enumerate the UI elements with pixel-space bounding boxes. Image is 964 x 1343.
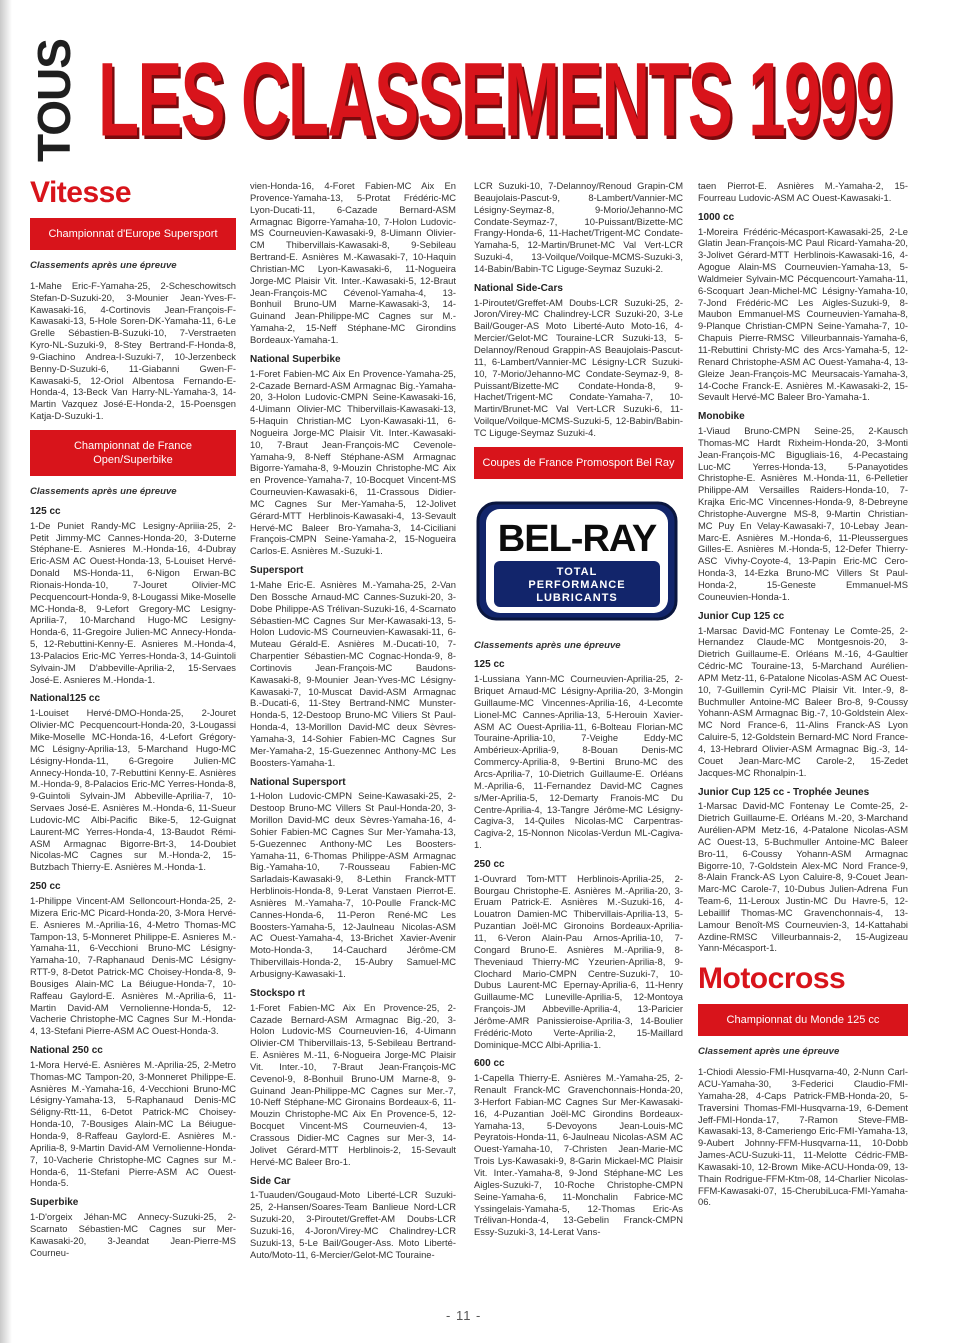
- page-header: [28, 39, 958, 162]
- results-note: Classement après une épreuve: [698, 1046, 840, 1058]
- results-text: 1-Philippe Vincent-AM Selloncourt-Honda-25, 2-Mizera Eric-MC Picard-Honda-20, 3-Mora Hervé-E. Asnieres M.-Aprilia-16, 4-Metro Thomas-MC Tampon-13, 5-Monneret Philippe-E. Asnieres M.-Yamaha-11, 6-Vecchioni Bruno-MC Lésigny-Yamaha-10, 7-Raphanaud Denis-MC Lésigny-RTT-9, 8-Detot Patrick-MC Choisey-Honda-8, 9-Bousiges Alain-MC La Béiugue-Honda-7, 10-Raffeau Gaylord-E. Asnières M.-Aprilia-6, 11-Martin David-AM Vernolienne-Honda-5, 12-Vacherie Christophe-MC Cagnes Sur M.-Honda-4, 13-Stefani Pierre-ASM AC Ouest-Honda-3.: [30, 894, 236, 1037]
- column-1: [30, 176, 236, 1266]
- category-heading: Superbike: [30, 1197, 79, 1209]
- category-heading: National Supersport: [250, 776, 346, 788]
- side-label-text: TOUS: [28, 39, 80, 162]
- results-note: Classements après une épreuve: [474, 639, 621, 651]
- results-text: 1-Foret Fabien-MC Aix En Provence-25, 2-Cazade Bernard-ASM Armagnac Big.-20, 3-Holon Ludovic-MS Courneuvien-16, 4-Uimann Olivier-CM Thibervillais-13, 5-Sebileau Bertrand-E. Asnières M.-11, 6-Nogueira Jorge-MC Plaisir Vit. Inter.-10, 7-Braut Jean-François-MC Cevenol-9, 8-Bonhuil Bruno-UM Marne-8, 9-Guinand Jean-Philippe-MC Cagnes sur Mer.-7, 10-Neff Stéphane-MC Gironains Bordeaux-6, 11-Mouzin Christophe-MC Aix En Provence-5, 12-Bocquet Vincent-MS Courneuvien-4, 13-Crassous Didier-MC Cagnes sur Mer-3, 14-Jolivet Gérard-MTT Herblinois-2, 15-Sevault Hervé-MC Baleer Bro-1.: [250, 1001, 456, 1167]
- category-heading: 125 cc: [474, 659, 505, 671]
- category-heading: 250 cc: [30, 881, 61, 893]
- results-text: 1-Ouvrard Tom-MTT Herblinois-Aprilia-25, 2-Bourgau Christophe-E. Asnières M.-Aprilia-20, 3-Eruam Patrick-E. Asnières M.-Suzuki-16, 4-Louatron Damien-MC Thibervillais-Aprilia-13, 5-Puzantian Joël-MC Gironoins Bordeaux-Aprilia-11, 6-Veron Alain-Pau Arnos-Aprilia-10, 7-Congard Bruno-E. Asnières M.-Aprilia-9, 8-Theveniaud Thierry-MC Yzeurien-Aprilia-8, 9-Clochard Mario-CMPN Centre-Suzuki-7, 10-Dubus Laurent-MC Epernay-Aprilia-6, 11-Henry Guillaume-MC Luneville-Aprilia-5, 12-Montoya François-JM Abbeville-Aprilia-4, 13-Paricier Jérôme-AMR Panissieroise-Aprilia-3, 14-Boulier Frédéric-Moto Verte-Aprilia-2, 15-Maillard Dominique-MCC Albi-Aprilia-1.: [474, 872, 683, 1050]
- category-heading: Monobike: [698, 411, 745, 423]
- category-heading: 125 cc: [30, 505, 61, 517]
- results-text: 1-Marsac David-MC Fontenay Le Comte-25, 2-Hernandez Claude-MC Montgesnois-20, 3-Dietrich Guillaume-E. Orléans M.-16, 4-Gaultier Cédric-MC Touraine-13, 5-Marchand Aurélien-APM Metz-11, 6-Patalone Nicolas-ASM AC Ouest-10, 7-Guillemin Cyril-MC Plaisir Vit. Inter.-9, 8-Buchmuller Antoine-MC Baleer Bro-8, 9-Coussy Yohann-ASM Armagnac Big.-7, 10-Goldstein Alex-MC Nord France-6, 11-Alins Franck-AS Lyon Caluire-5, 12-Goldstein Bernard-MC Nord France-4, 13-Hebrard Olivier-ASM Armagnac Big.-3, 14-Couet Jean-Marc-MC Carole-2, 15-Zedet Jacques-MC Rhonalpin-1.: [698, 624, 908, 778]
- page-number: - 11 -: [446, 1308, 482, 1323]
- bel-ray-logo-line2: PERFORMANCE: [528, 578, 626, 591]
- results-text: 1-Mora Hervé-E. Asnières M.-Aprilia-25, 2-Metro Thomas-MC Tampon-20, 3-Monneret Philippe-E. Asnières M.-Yamaha-16, 4-Vecchioni Bruno-MC Lésigny-Yamaha-13, 5-Raphanaud Denis-MC Séligny-Rtt-11, 6-Detot Patrick-MC Choisey-Honda-10, 7-Bousiges Alain-MC La Béiugue-Honda-9, 8-Raffeau Gaylord-E. Asnières M.-Aprilia-8, 9-Martin David-AM Vernolienne-Honda-7, 10-Vacherie Christophe-MC Cagnes sur M.-Honda-6, 11-Stefani Pierre-ASM AC Ouest-Honda-5.: [30, 1058, 236, 1189]
- results-text: 1-Moreira Frédéric-Mécasport-Kawasaki-25, 2-Le Glatin Jean-François-MC Paul Ricard-Yamaha-20, 3-Jolivet Gérard-MTT Herblinois-Kawasaki-16, 4-Agogue Alain-MS Courneuvien-Yamaha-13, 5-Waldmeier Sylvain-MC Pécquencourt-Yamaha-11, 6-Scoquart Jean-Michel-MC Lésigny-Yamaha-10, 7-Jond Frédéric-MC Les Aigles-Suzuki-9, 8-Maubon Emmanuel-MS Courneuvien-Yamaha-8, 9-Planque Christian-CMPN Seine-Yamaha-7, 10-Chapuis Pierre-RMSC Villeurbannais-Yamaha-6, 11-Rebuttini Christy-MC des Arcs-Yamaha-5, 12-Renard Christophe-ASM AC Ouest-Yamaha-4, 13-Gleize Jean-François-MC Meursacais-Yamaha-3, 14-Coche Franck-E. Asnières M.-Kawasaki-2, 15-Sevault Hervé-MC Baleer Bro-Yamaha-1.: [698, 225, 908, 403]
- page-title: LES CLASSEMENTS 1999: [98, 40, 892, 158]
- category-heading: National 250 cc: [30, 1045, 103, 1057]
- banner-europe-supersport: Championnat d'Europe Supersport: [30, 218, 236, 250]
- results-text: 1-Marsac David-MC Fontenay Le Comte-25, 2-Dietrich Guillaume-E. Orléans M.-20, 3-Marchand Aurélien-APM Metz-16, 4-Patalone Nicolas-ASM AC Ouest-13, 5-Buchmuller Antoine-MC Baleer Bro-11, 6-Coussy Yohann-ASM Armagnac Bigorre-10, 7-Goldstein Alex-MC Nord France-9, 8-Alain Franck-AS Lyon Caluire-8, 9-Couet Jean-Marc-MC Carole-7, 10-Dubus Julien-Adrena Fun Team-6, 11-Leroux Justin-MC Du Havre-5, 12-Lebaillif Thomas-MC Gravenchonnais-4, 13-Lamour Benoît-MS Courneuvien-3, 14-Kattahabi Azdine-RMSC Villeurbannais-2, 15-Augizeau Yann-Mécasport-1.: [698, 800, 908, 954]
- results-text: 1-Tuauden/Gougaud-Moto Liberté-LCR Suzuki-25, 2-Hansen/Soares-Team Banlieue Nord-LCR Suzuki-20, 3-Piroutet/Greffet-AM Doubs-LCR Suzuki-16, 4-Joron/Virey-MC Chalindrey-LCR Suzuki-13, 5-Le Bail/Gouger-Ass. Moto Liberté-Auto/Moto-11, 6-Mercier/Gelot-MC Touraine-: [250, 1189, 456, 1260]
- results-text: 1-Viaud Bruno-CMPN Seine-25, 2-Kausch Thomas-MC Hardt Rixheim-Honda-20, 3-Monti Jean-François-MC Bigugliais-16, 4-Pecastaing Luc-MC Yerres-Honda-13, 5-Panayotides Christophe-E. Asnières M.-Honda-11, 6-Pelletier Philippe-AM Versailles Raiders-Honda-10, 7-Krajka Eric-MC Vincennes-Honda-9, 8-Debreyne Christophe-Auvergne MS-8, 9-Martin Christian-MC Puy En Velay-Kawasaki-7, 10-Lebay Jean-Marc-E. Asnières M.-Honda-6, 11-Pleussergues Gilles-E. Asnières M.-Honda-5, 12-Defer Thierry-ASC Vivhy-Coyote-4, 13-Papin Eric-MC Cero-Honda-3, 14-Ezka Bruno-MC Villers St Paul-Honda-2, 15-Geneste Emmanuel-MS Couneuvien-Honda-1.: [698, 425, 908, 602]
- results-text: 1-Mahe Eric-E. Asnières M.-Yamaha-25, 2-Van Den Bossche Arnaud-MC Cannes-Suzuki-20, 3-Dobe Philippe-AS Trélivan-Suzuki-16, 4-Scarnato Sébastien-MC Cagnes Sur Mer-Kawasaki-13, 5-Holon Ludovic-MS Courneuvien-Kawasaki-11, 6-Muteau Gérald-E. Asnières M.-Ducati-10, 7-Charpentier Sébastien-MC Cognac-Honda-9, 8-Cortinovis Jean-François-MC Baudons-Kawasaki-8, 9-Mounier Jean-Yves-MC Lésigny-Kawasaki-7, 10-Muscat David-ASM Armagnac B.-Ducati-6, 11-Stey Bertrand-NMC Munster-Honda-5, 12-Destoop Bruno-MC Viliers St Paul-Honda-4, 13-Morillon David-MC deux Sèvres-Yamaha-3, 14-Sohier Fabien-MC Cagnes Sur Mer-Yamaha-2, 15-Guezennec Anthony-MC Les Boosters-Yamaha-1.: [250, 579, 456, 768]
- bel-ray-logo: [474, 499, 680, 623]
- banner-promosport-bel-ray: Coupes de France Promosport Bel Ray: [474, 447, 683, 479]
- results-text: 1-Chiodi Alessio-FMI-Husqvarna-40, 2-Nunn Carl-ACU-Yamaha-30, 3-Federici Claudio-FMI-Yamaha-28, 4-Caps Patrick-FMB-Honda-20, 5-Traversini Thomas-FMI-Husqvarna-19, 6-Dement Jeff-FMI-Honda-17, 7-Ramon Steve-FMB-Kawasaki-13, 8-Cameriengo Eric-FMI-Yamaha-13, 9-Aubert Johnny-FFM-Husqvarna-11, 10-Dobb James-ACU-Suzuki-11, 11-Melotte Cédric-FMB-Kawasaki-10, 12-Brown Mike-ACU-Honda-09, 13-Thain Rodrigue-FFM-Ktm-08, 14-Charlier Nicolas-FFM-Kawasaki-07, 15-CherubiLuca-FMI-Yamaha-06.: [698, 1066, 908, 1208]
- column-4: [698, 180, 908, 1216]
- results-text: 1-Louiset Hervé-DMO-Honda-25, 2-Jouret Olivier-MC Pecquencourt-Honda-20, 3-Lougassi Mike-Moselle MC-Honda-16, 4-Lefort Grégory-MC Lésigny-Aprilia-13, 5-Marchand Hugo-MC Lésigny-Honda-11, 6-Gregoire Julien-MC Annecy-Honda-10, 7-Rebuttini Kenny-E. Asnières M.-Honda-9, 8-Palacios Eric-MC Yerres-Honda-8, 9-Guintoli Sylvain-JM Abbeville-Aprilia-7, 10-Servaes José-E. Asnières M.-Honda-6, 11-Sueur Ludovic-MC Albi-Pacific Bike-5, 12-Guignat Laurent-MC Yerres-Honda-4, 13-Baudot Rémi-ASM Armagnac Bigorre-Brt-3, 14-Doubiet Nicolas-MC Cagnes sur M.-Honda-2, 15-Butzbach Thierry-E. Asnières M.-Honda-1.: [30, 707, 236, 873]
- results-text: 1-D'orgeix Jéhan-MC Annecy-Suzuki-25, 2-Scarnato Sébastien-MC Cagnes sur Mer-Kawasaki-20, 3-Jeandat Jean-Pierre-MS Courneu-: [30, 1211, 236, 1258]
- banner-france-open-superbike: Championnat de France Open/Superbike: [30, 430, 236, 476]
- section-title-motocross: Motocross: [698, 962, 846, 996]
- category-heading: National125 cc: [30, 693, 101, 705]
- category-heading: 1000 cc: [698, 211, 735, 223]
- results-text: 1-Foret Fabien-MC Aix En Provence-Yamaha-25, 2-Cazade Bernard-ASM Armagnac Big.-Yamaha-20, 3-Holon Ludovic-CMPN Seine-Kawasaki-16, 4-Uimann Olivier-MC Thibervillais-Kawasaki-13, 5-Haquin Christian-MC Lyon-Kawasaki-11, 6-Nogueira Jorge-MC Plaisir Vit. Inter.-Kawasaki-10, 7-Braut Jean-François-MC Cevenole-Yamaha-9, 8-Neff Stéphane-ASM Armagnac Bigorre-Yamaha-8, 9-Mouzin Christophe-MC Aix en Provence-Yamaha-7, 10-Bocquet Vincent-MS Courneuvien-Kawasaki-6, 11-Crassous Didier-MC Cagnes Sur Mer-Yamaha-5, 12-Jolivet Gérard-MTT Herblinois-Kawasaki-4, 13-Sevault Hervé-MC Baleer Bro-Yamaha-3, 14-Ciciliani François-CMPN Seine-Yamaha-2, 15-Nogueira Carlos-E. Asnières M.-Suzuki-1.: [250, 367, 456, 557]
- category-heading: Supersport: [250, 565, 304, 577]
- category-heading: 600 cc: [474, 1058, 505, 1070]
- page-edge-shadow: [0, 0, 12, 1343]
- banner-monde-125cc: Championnat du Monde 125 cc: [698, 1004, 908, 1036]
- results-text: 1-Mahe Eric-F-Yamaha-25, 2-Scheschowitsch Stefan-D-Suzuki-20, 3-Mounier Jean-Yves-F-Kawasaki-16, 4-Cortinovis Jean-François-F-Kawasaki-13, 5-Hole Soren-DK-Yamaha-11, 6-Le Grelle Sébastien-B-Suzuki-10, 7-Verstraeten Kyro-NL-Suzuki-9, 8-Stey Bertrand-F-Honda-8, 9-Giachino Andrea-I-Suzuki-7, 10-Jerzenbeck Benny-D-Suzuki-6, 11-Giabanni Gwen-F-Kawasaki-5, 12-Oriol Albentosa Fernando-E-Honda-4, 13-Beck Van Harry-NL-Yamaha-3, 14-Martin Vazquez José-E-Honda-2, 15-Poensgen Katja-D-Suzuki-1.: [30, 279, 236, 422]
- category-heading: Side Car: [250, 1175, 291, 1187]
- results-text: 1-Capella Thierry-E. Asnières M.-Yamaha-25, 2-Renault Franck-MC Gravenchonnais-Honda-20, 3-Herfort Fabian-MC Cagnes Sur Mer-Kawasaki-16, 4-Puzantian Joël-MC Girondins Bordeaux-Yamaha-13, 5-Devoyons Jean-Louis-MC Peyratois-Honda-11, 6-Jaulneau Nicolas-ASM AC Ouest-Yamaha-10, 7-Christen Jean-Marie-MC Trois Lys-Kawasaki-9, 8-Garin Mickael-MC Plaisir Vit. Inter.-Yamaha-8, 9-Jond Stéphane-MC Les Aigles-Suzuki-7, 10-Roche Christophe-CMPN Seine-Yamaha-6, 11-Monchalin Fabrice-MC Yssingelais-Yamaha-5, 12-Thomas Eric-As Trélivan-Honda-4, 13-Gebelin Franck-CMPN Essy-Suzuki-3, 14-Lerat Vans-: [474, 1072, 683, 1238]
- bel-ray-logo-line1: TOTAL: [556, 565, 598, 578]
- category-heading: Stockspo rt: [250, 987, 306, 999]
- results-note: Classements après une épreuve: [30, 260, 177, 271]
- bel-ray-logo-brand: BEL-RAY: [497, 517, 657, 560]
- bel-ray-logo-line3: LUBRICANTS: [536, 591, 618, 604]
- section-title-vitesse: Vitesse: [30, 176, 132, 209]
- category-heading: 250 cc: [474, 858, 505, 870]
- results-text: 1-Lussiana Yann-MC Courneuvien-Aprilia-25, 2-Briquet Arnaud-MC Lésigny-Aprilia-20, 3-Mongin Guillaume-MC Vincennes-Aprilia-16, 4-Lecomte Lionel-MC Cannes-Aprilia-13, 5-Herouin Xavier-ASM AC Ouest-Aprilia-11, 6-Bolteau Florian-MC Touraine-Aprilia-10, 7-Veighe Eddy-MC Ambérieux-Aprilia-9, 8-Bouan Denis-MC Commercy-Aprilia-8, 9-Bertini Bruno-MC des Arcs-Aprilia-7, 10-Dietrich Guillaume-E. Orléans M.-Aprilia-6, 11-Fernandez David-MC Cagnes s/Mer-Aprilia-5, 12-Demarty Franois-MC Du Centre-Aprilia-4, 13-Tangre Jérôme-MC Lésigny-Cagiva-3, 14-Quiles Nicolas-MC Carpentras-Cagiva-2, 15-Nonnon Nicolas-Verdun ML-Cagiva-1.: [474, 673, 683, 851]
- results-text: 1-Holon Ludovic-CMPN Seine-Kawasaki-25, 2-Destoop Bruno-MC Villers St Paul-Honda-20, 3-Morillon David-MC deux Sèvres-Yamaha-16, 4-Sohier Fabien-MC Cagnes Sur Mer-Yamaha-13, 5-Guezennec Anthony-MC Les Boosters-Yamaha-11, 6-Thomas Philippe-ASM Armagnac Big.-Yamaha-10, 7-Rousseau Fabien-MC Sarladais-Kawasaki-9, 8-Lethin Franck-MTT Herblinois-Honda-8, 9-Lerat Vanstaen Pierrot-E. Asnières M.-Yamaha-7, 10-Poulle Franck-MC Cannes-Honda-6, 11-Peron René-MC Les Boosters-Yamaha-5, 12-Jaulneau Nicolas-ASM AC Ouest-Yamaha-4, 13-Brichet Xavier-Avenir Moto-Honda-3, 14-Cauchard Jérôme-CM Thibervillais-Honda-2, 15-Aubry Samuel-MC Arbusigny-Kawasaki-1.: [250, 790, 456, 979]
- column-2: [250, 180, 456, 1268]
- category-heading: Junior Cup 125 cc - Trophée Jeunes: [698, 786, 870, 798]
- results-text: 1-De Puniet Randy-MC Lesigny-Apriiia-25, 2-Petit Jimmy-MC Cannes-Honda-20, 3-Duterne Stéphane-E. Asnieres M.-Honda-16, 4-Dubray Eric-ASM AC Ouest-Honda-13, 5-Louiset Hervé-Donald MS-Honda-11, 6-Nigon Erwan-BC Rionais-Honda-10, 7-Jouret Olivier-MC Pecquencourt-Honda-9, 8-Lougassi Mike-Moselle MC-Honda-8, 9-Lefort Gregory-MC Lesigny-Aprilia-7, 10-Marchand Hugo-MC Lesigny-Honda-6, 11-Gregoire Julien-MC Annecy-Honda-5, 12-Rebuttini-Kenny-E. Asnieres M.-Honda-4, 13-Palacios Eric-MC Yerres-Honda-3, 14-Guintoli Sylvain-JM D'abbeville-Aprilia-2, 15-Servaes José-E. Asnieres M.-Honda-1.: [30, 519, 236, 685]
- side-label: [28, 39, 80, 162]
- results-text: 1-Piroutet/Greffet-AM Doubs-LCR Suzuki-25, 2-Joron/Virey-MC Chalindrey-LCR Suzuki-20, 3-Le Bail/Gouger-AS Moto Liberté-Auto Moto-16, 4-Mercier/Gelot-MC Touraine-LCR Suzuki-13, 5-Delannoy/Renoud Grappin-AS Beaujolais-Pascut-11, 6-Lambert/Vannier-MC Lésigny-LCR Suzuki-10, 7-Morio/Jehanno-MC Condate-Seymaz-9, 8-Puissant/Bizette-MC Condate-Honda-8, 9-Hachet/Trigent-MC Condate-Yamaha-7, 10-Martin/Brunet-MC Val Vert-LCR Suzuki-6, 11-Voilque/Voilque-MCMS-Suzuki-5, 12-Babin/Babin-TC Liguge-Seymaz Suzuki-4.: [474, 296, 683, 438]
- results-text: taen Pierrot-E. Asnières M.-Yamaha-2, 15-Fourreau Ludovic-ASM AC Ouest-Kawasaki-1.: [698, 180, 908, 203]
- category-heading: National Side-Cars: [474, 282, 563, 294]
- results-text: vien-Honda-16, 4-Foret Fabien-MC Aix En Provence-Yamaha-13, 5-Protat Frédéric-MC Lyon-Ducati-11, 6-Cazade Bernard-ASM Armagnac Bigorre-Yamaha-10, 7-Holon Ludovic-MS Courneuvien-Kawasaki-9, 8-Uimann Olivier-CM Thibervillais-Kawasaki-8, 9-Sebileau Bertrand-E. Asnières M.-Kawasaki-7, 10-Haquin Christian-MC Lyon-Kawasaki-6, 11-Nogueira Jorge-MC Plaisir Vit. Inter.-Kawasaki-5, 12-Braut Jean-François-MC Cévenol-Yamaha-4, 13-Bonhuil Bruno-UM Marne-Kawasaki-3, 14-Guinand Jean-Philippe-MC Cagnes sur M.-Yamaha-2, 15-Neff Stéphane-MC Girondins Bordeaux-Yamaha-1.: [250, 180, 456, 345]
- category-heading: Junior Cup 125 cc: [698, 610, 785, 622]
- results-text: LCR Suzuki-10, 7-Delannoy/Renoud Grapin-CM Beaujolais-Pascut-9, 8-Lambert/Vannier-MC Lésigny-Seymaz-8, 9-Morio/Jehanno-MC Condate-Seymaz-7, 10-Puissant/Bizette-MC Frangy-Honda-6, 11-Hachet/Trigent-MC Condate-Yamaha-5, 12-Martin/Brunet-MC Val Vert-LCR Suzuki-4, 13-Voilque/Voilque-MCMS-Suzuki-3, 14-Babin/Babin-TC Liguge-Seymaz Suzuki-2.: [474, 180, 683, 274]
- column-3: [474, 180, 683, 1246]
- category-heading: National Superbike: [250, 353, 341, 365]
- results-note: Classements après une épreuve: [30, 485, 177, 497]
